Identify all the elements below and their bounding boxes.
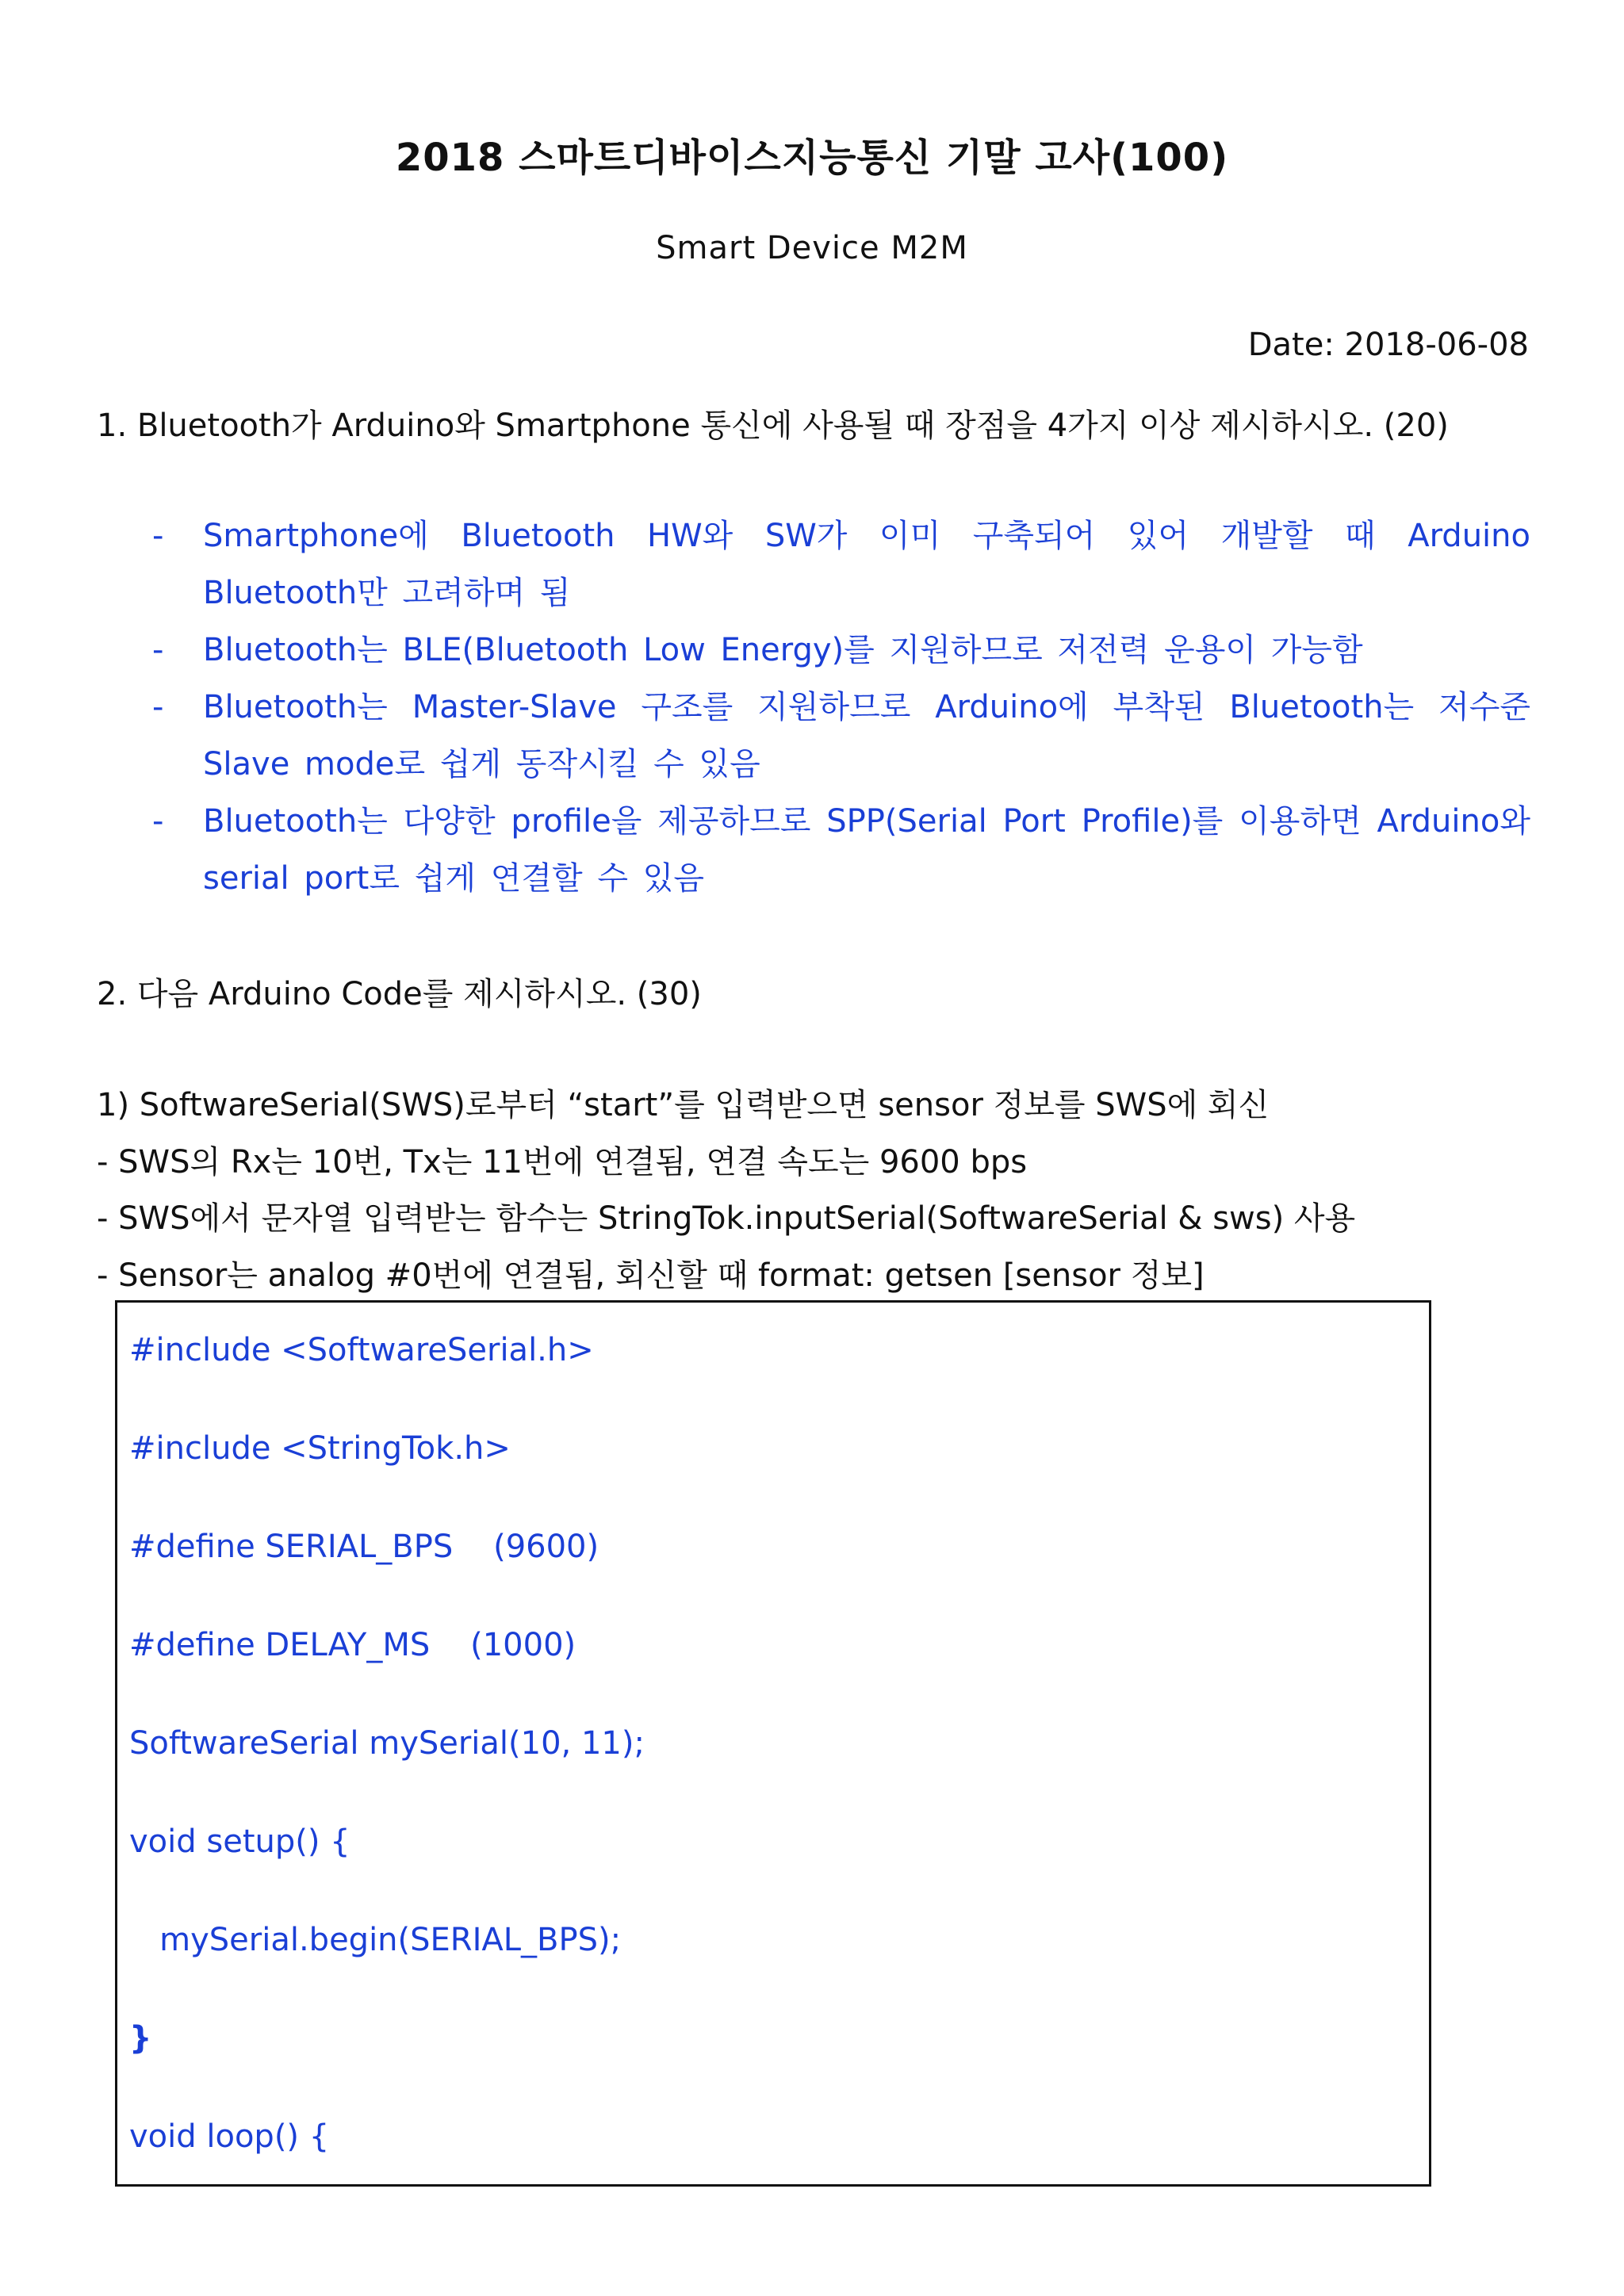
requirement-line: - SWS에서 문자열 입력받는 함수는 StringTok.inputSerial(SoftwareSerial & sws) 사용 — [97, 1200, 1356, 1237]
exam-date: Date: 2018-06-08 — [1247, 327, 1529, 363]
answer-item — [151, 507, 1530, 622]
code-line: #include <SoftwareSerial.h> — [129, 1332, 594, 1368]
page-title: 2018 스마트디바이스지능통신 기말 고사(100) — [395, 136, 1229, 180]
question-1: 1. Bluetooth가 Arduino와 Smartphone 통신에 사용될 때 장점을 4가지 이상 제시하시오. (20) — [97, 408, 1449, 444]
bullet-dash: - — [152, 689, 164, 725]
code-line: #define DELAY_MS (1000) — [129, 1627, 576, 1663]
page-subtitle: Smart Device M2M — [656, 230, 968, 266]
requirement-line: - Sensor는 analog #0번에 연결됨, 회신할 때 format: getsen [sensor 정보] — [97, 1257, 1205, 1294]
code-line: void setup() { — [129, 1823, 350, 1860]
code-line: SoftwareSerial mySerial(10, 11); — [129, 1725, 645, 1762]
bullet-dash: - — [152, 518, 164, 554]
answer-text: Bluetooth는 Master-Slave 구조를 지원하므로 Arduino에 부착된 Bluetooth는 저수준 Slave mode로 쉽게 동작시킬 수 있음 — [203, 689, 1530, 783]
code-line: mySerial.begin(SERIAL_BPS); — [129, 1922, 622, 1958]
answer-item — [151, 679, 1530, 793]
code-line: } — [129, 2020, 152, 2057]
code-line: #define SERIAL_BPS (9600) — [129, 1529, 599, 1565]
answer-item — [151, 622, 1530, 679]
answer-text: Smartphone에 Bluetooth HW와 SW가 이미 구축되어 있어 개발할 때 Arduino Bluetooth만 고려하며 됨 — [203, 518, 1530, 611]
answer-item — [151, 793, 1530, 907]
bullet-dash: - — [152, 632, 164, 668]
answer-list — [151, 507, 1530, 907]
code-line: #include <StringTok.h> — [129, 1430, 511, 1467]
code-line: void loop() { — [129, 2118, 330, 2155]
answer-text: Bluetooth는 BLE(Bluetooth Low Energy)를 지원하므로 저전력 운용이 가능함 — [203, 632, 1363, 668]
answer-text: Bluetooth는 다양한 profile을 제공하므로 SPP(Serial Port Profile)를 이용하면 Arduino와 serial port로 쉽게 연결할 수 있음 — [203, 803, 1530, 897]
bullet-dash: - — [152, 803, 164, 840]
sub-question-1: 1) SoftwareSerial(SWS)로부터 “start”를 입력받으면 sensor 정보를 SWS에 회신 — [97, 1087, 1270, 1123]
question-2: 2. 다음 Arduino Code를 제시하시오. (30) — [97, 976, 702, 1012]
requirement-line: - SWS의 Rx는 10번, Tx는 11번에 연결됨, 연결 속도는 9600 bps — [97, 1144, 1028, 1181]
